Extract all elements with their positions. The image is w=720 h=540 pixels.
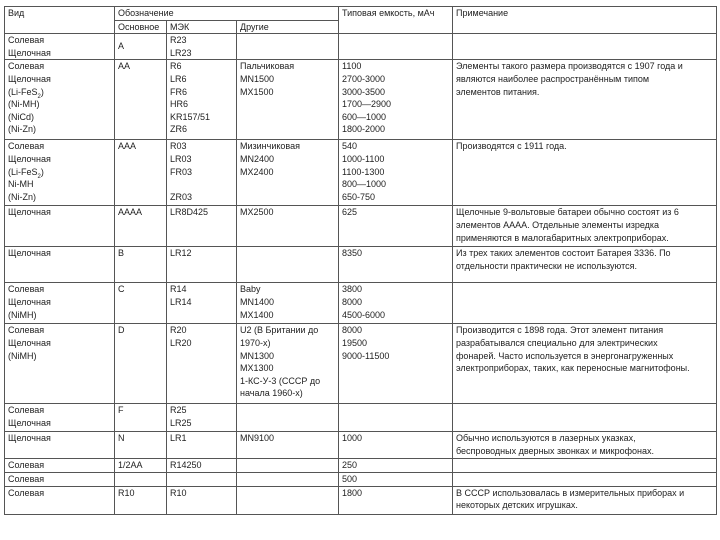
- drugie-cell: [237, 404, 339, 432]
- osnovnoe-cell: B: [115, 247, 167, 283]
- mek-cell: R25 LR25: [167, 404, 237, 432]
- vid-cell: Солевая: [5, 459, 115, 473]
- header-primechanie: Примечание: [453, 7, 717, 34]
- table-row: [5, 486, 717, 514]
- vid-cell: Щелочная: [5, 247, 115, 283]
- drugie-cell: [237, 34, 339, 60]
- mek-cell: R03 LR03 FR03 ZR03: [167, 140, 237, 206]
- table-row: [5, 247, 717, 283]
- emkost-cell: 500: [339, 472, 453, 486]
- header-osnovnoe: Основное: [115, 20, 167, 34]
- vid-cell: Солевая Щелочная (Li-FeS$_2$) (Ni-MH) (NiCd) (Ni-Zn): [5, 60, 115, 140]
- emkost-cell: 8000 19500 9000-11500: [339, 324, 453, 404]
- mek-cell: LR8D425: [167, 206, 237, 247]
- table-row: [5, 404, 717, 432]
- mek-cell: R14 LR14: [167, 283, 237, 324]
- primechanie-cell: [453, 472, 717, 486]
- vid-cell: Солевая: [5, 472, 115, 486]
- primechanie-cell: В СССР использовалась в измерительных приборах и некоторых детских игрушках.: [453, 486, 717, 514]
- table-row: [5, 60, 717, 140]
- primechanie-cell: Из трех таких элементов состоит Батарея 3336. По отдельности практически не используются.: [453, 247, 717, 283]
- table-row: [5, 34, 717, 60]
- primechanie-cell: [453, 34, 717, 60]
- osnovnoe-cell: R10: [115, 486, 167, 514]
- mek-cell: R6 LR6 FR6 HR6 KR157/51 ZR6: [167, 60, 237, 140]
- osnovnoe-cell: C: [115, 283, 167, 324]
- drugie-cell: MN9100: [237, 432, 339, 459]
- primechanie-cell: [453, 404, 717, 432]
- emkost-cell: 540 1000-1100 1100-1300 800—1000 650-750: [339, 140, 453, 206]
- vid-cell: Солевая Щелочная (Li-FeS$_2$) Ni-MH (Ni-Zn): [5, 140, 115, 206]
- drugie-cell: Baby MN1400 MX1400: [237, 283, 339, 324]
- header-row: [5, 7, 717, 21]
- header-vid: Вид: [5, 7, 115, 34]
- table-row: [5, 432, 717, 459]
- mek-cell: R20 LR20: [167, 324, 237, 404]
- vid-cell: Солевая: [5, 486, 115, 514]
- table-row: [5, 459, 717, 473]
- table-row: [5, 206, 717, 247]
- mek-cell: R23 LR23: [167, 34, 237, 60]
- osnovnoe-cell: AA: [115, 60, 167, 140]
- osnovnoe-cell: A: [115, 34, 167, 60]
- mek-cell: [167, 472, 237, 486]
- battery-sizes-table: [4, 6, 717, 515]
- table-row: [5, 140, 717, 206]
- table-row: [5, 472, 717, 486]
- mek-cell: LR12: [167, 247, 237, 283]
- osnovnoe-cell: F: [115, 404, 167, 432]
- emkost-cell: 3800 8000 4500-6000: [339, 283, 453, 324]
- drugie-cell: U2 (В Британии до 1970-х) MN1300 MX1300 1-КС-У-3 (СССР до начала 1960-х): [237, 324, 339, 404]
- vid-cell: Солевая Щелочная: [5, 404, 115, 432]
- drugie-cell: Пальчиковая MN1500 MX1500: [237, 60, 339, 140]
- header-oboznachenie: Обозначение: [115, 7, 339, 21]
- osnovnoe-cell: AAA: [115, 140, 167, 206]
- drugie-cell: [237, 459, 339, 473]
- primechanie-cell: Обычно используются в лазерных указках, беспроводных дверных звонках и микрофонах.: [453, 432, 717, 459]
- primechanie-cell: Щелочные 9-вольтовые батареи обычно состоят из 6 элементов АААА. Отдельные элементы изредка применяются в малогабаритных электроприборах.: [453, 206, 717, 247]
- vid-cell: Солевая Щелочная: [5, 34, 115, 60]
- primechanie-cell: Элементы такого размера производятся с 1907 года и являются наиболее распространённым типом элементов питания.: [453, 60, 717, 140]
- osnovnoe-cell: 1/2AA: [115, 459, 167, 473]
- table-row: [5, 283, 717, 324]
- drugie-cell: [237, 472, 339, 486]
- primechanie-cell: [453, 459, 717, 473]
- mek-cell: LR1: [167, 432, 237, 459]
- emkost-cell: [339, 34, 453, 60]
- drugie-cell: MX2500: [237, 206, 339, 247]
- drugie-cell: [237, 247, 339, 283]
- primechanie-cell: [453, 283, 717, 324]
- emkost-cell: [339, 404, 453, 432]
- osnovnoe-cell: [115, 472, 167, 486]
- header-emkost: Типовая емкость, мАч: [339, 7, 453, 34]
- emkost-cell: 8350: [339, 247, 453, 283]
- mek-cell: R14250: [167, 459, 237, 473]
- emkost-cell: 250: [339, 459, 453, 473]
- drugie-cell: Мизинчиковая MN2400 MX2400: [237, 140, 339, 206]
- primechanie-cell: Производятся с 1911 года.: [453, 140, 717, 206]
- osnovnoe-cell: D: [115, 324, 167, 404]
- drugie-cell: [237, 486, 339, 514]
- header-mek: МЭК: [167, 20, 237, 34]
- emkost-cell: 1100 2700-3000 3000-3500 1700—2900 600—1000 1800-2000: [339, 60, 453, 140]
- emkost-cell: 1000: [339, 432, 453, 459]
- table-row: [5, 324, 717, 404]
- vid-cell: Солевая Щелочная (NiMH): [5, 283, 115, 324]
- osnovnoe-cell: AAAA: [115, 206, 167, 247]
- vid-cell: Щелочная: [5, 432, 115, 459]
- primechanie-cell: Производится с 1898 года. Этот элемент питания разрабатывался специально для электрических фонарей. Часто используется в энергонагруженных электроприборах, таких, как переносные магнитофоны.: [453, 324, 717, 404]
- vid-cell: Солевая Щелочная (NiMH): [5, 324, 115, 404]
- emkost-cell: 1800: [339, 486, 453, 514]
- header-drugie: Другие: [237, 20, 339, 34]
- vid-cell: Щелочная: [5, 206, 115, 247]
- osnovnoe-cell: N: [115, 432, 167, 459]
- mek-cell: R10: [167, 486, 237, 514]
- emkost-cell: 625: [339, 206, 453, 247]
